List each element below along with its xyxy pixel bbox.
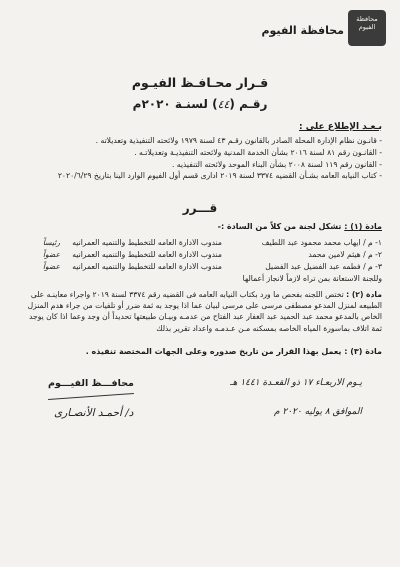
article-2 — [20, 289, 382, 334]
decree-number-value: ٤٤ — [217, 98, 230, 111]
article-2-label: مادة (٢) : — [346, 290, 382, 299]
decree-number-prefix: رقـم ( — [229, 97, 268, 111]
member-role: مندوب الادارة العامه للتخطيط والتنميه العمرانيه — [72, 250, 222, 259]
article-1-text: تشكل لجنة من كلاً من السادة :- — [217, 222, 342, 231]
member-position: عضواً — [42, 262, 60, 271]
logo-text: محافظة الفيوم — [356, 15, 378, 31]
governor-signature: د/ أحمـد الأنصـارى — [54, 407, 134, 419]
decree-title: قـرار محـافـظ الفيـوم — [131, 75, 269, 90]
article-3 — [86, 347, 382, 356]
member-name: ٢- م / هيثم لامين محمد — [308, 250, 382, 259]
member-name: ٣- م / فطمه عبد الفضيل عبد الفضيل — [265, 262, 382, 271]
law-item: - القانون رقم ١١٩ لسنة ٢٠٠٨ بشأن البناء الموحد ولائحته التنفيذيه . — [14, 159, 382, 171]
gregorian-date: الموافق ٨ يوليه ٢٠٢٠ م — [273, 407, 362, 417]
member-position: رئيساً — [42, 238, 60, 247]
article-1-label: مادة (١) : — [344, 222, 382, 231]
law-item: - قانـون نظام الإدارة المحلة الصادر بالقانون رقـم ٤٣ لسنة ١٩٧٩ ولائحته التنفيذية وتعديلاته . — [14, 135, 382, 147]
article-1 — [218, 222, 382, 231]
member-role: مندوب الادارة العامه للتخطيط والتنميه العمرانيه — [72, 238, 222, 247]
page-header — [0, 0, 400, 48]
decree-number-suffix: ) لسنـة ٢٠٢٠م — [132, 97, 218, 111]
signature-stroke — [48, 393, 134, 400]
decree-number — [0, 97, 400, 111]
article-2-text: تختص اللجنه بفحص ما ورد بكتاب النيابه العامه فى القضيه رقم ٣٣٧٤ لسنة ٢٠١٩ واجراء معاينـه على الطبيعه لمنزل المدعو مصطفى مرسى على مرسى لبيان عما اذا يوجد به ثمة ضرر أو تلفيات من جراء هدم المنزل الخاص بالمدعو محمد عبد الحميد عبد الغفار عبد الفتاح من عدمـه وبيـان طبيعتها تحديداً أن وجد وعما اذا كان يوجد ثمة اتلاف بماسورة المياه الخاصه بمسكنه مـن عـدمـه واعداد تقرير بذلك — [27, 290, 382, 333]
law-item: - القانـون رقم ٨١ لسنة ٢٠١٦ بشأن الخدمة المدنية ولائحته التنفيذيـة وتعديلاتـه . — [14, 147, 382, 159]
article-3-label: مادة (٣) : — [344, 347, 382, 356]
committee-members — [20, 238, 382, 274]
laws-list — [14, 135, 382, 182]
governor-title: محافـــظ الفيـــوم — [48, 378, 134, 389]
member-row — [20, 262, 382, 274]
article-3-text: يعمل بهذا القرار من تاريخ صدوره وعلى الجهات المختصة تنفيذه . — [85, 347, 342, 356]
decided-heading: قـــرر — [182, 201, 218, 215]
member-row — [20, 250, 382, 262]
member-row — [20, 238, 382, 250]
governorate-name: محافظة الفيوم — [261, 24, 344, 37]
governorate-logo — [348, 10, 386, 46]
law-item: - كتاب النيابه العامه بشـأن القضيه ٣٣٧٤ لسنة ٢٠١٩ ادارى قسم أول الفيوم الوارد الينا بتاريخ ٢٠٢٠/٦/٢٩ — [14, 170, 382, 182]
after-review-heading: بـعـد الإطلاع على : — [299, 122, 382, 132]
member-role: مندوب الادارة العامه للتخطيط والتنميه العمرانيه — [72, 262, 222, 271]
hijri-date: يـوم الاربعـاء ١٧ ذو القعـدة ١٤٤١ هـ — [230, 378, 362, 388]
member-position: عضواً — [42, 250, 60, 259]
member-name: ١- م / ايهاب محمد محمود عبد اللطيف — [261, 238, 382, 247]
committee-note: وللجنة الاستعانة بمن تراه لازماً لانجاز أعمالها — [242, 274, 382, 283]
